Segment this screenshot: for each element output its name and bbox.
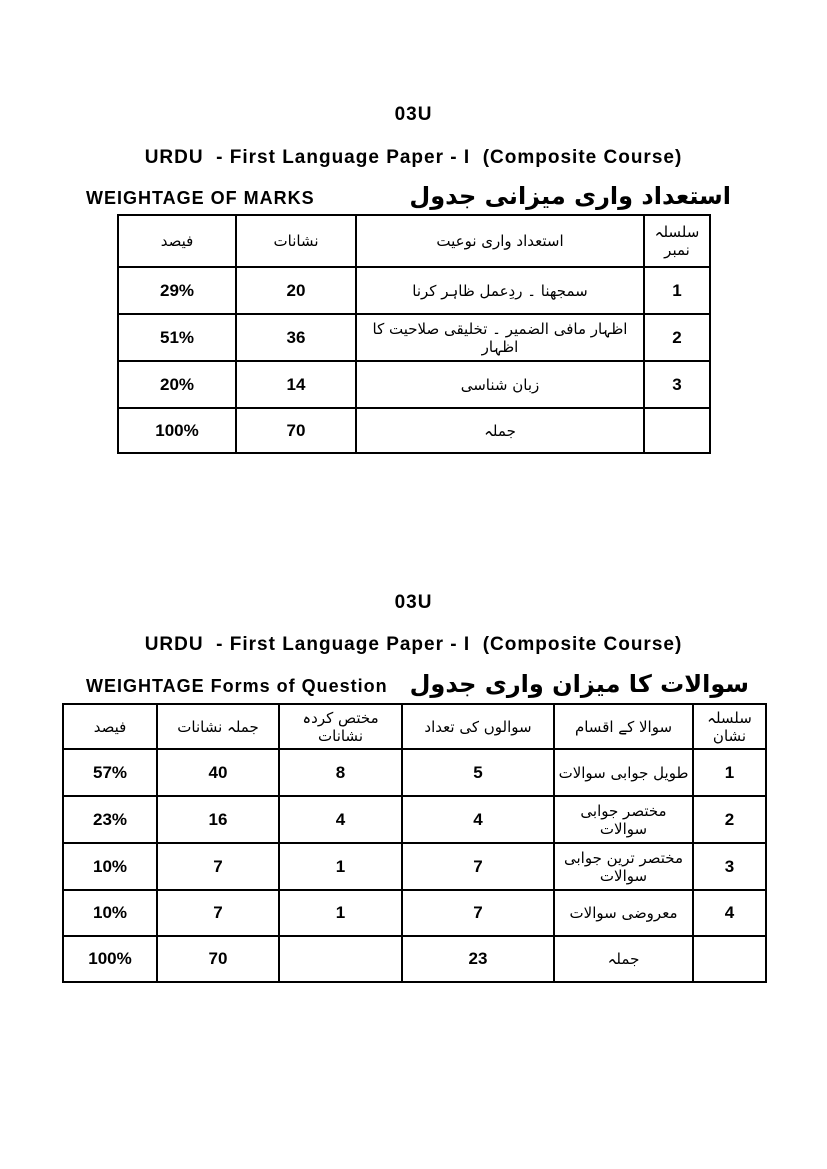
section2-heading-en: WEIGHTAGE Forms of Question bbox=[86, 676, 388, 696]
header-ability-type: استعداد واری نوعیت bbox=[356, 215, 644, 267]
cell-serial: 3 bbox=[693, 843, 766, 890]
cell-serial: 1 bbox=[644, 267, 710, 314]
cell-percent: 23% bbox=[63, 796, 157, 843]
cell-allocated-marks: 1 bbox=[279, 890, 402, 936]
cell-serial: 4 bbox=[693, 890, 766, 936]
cell-total-marks: 70 bbox=[157, 936, 279, 982]
table-row bbox=[63, 843, 766, 890]
cell-question-count: 23 bbox=[402, 936, 554, 982]
cell-total-marks: 7 bbox=[157, 843, 279, 890]
cell-type: اظہار مافی الضمیر ۔ تخلیقی صلاحیت کا اظہار bbox=[356, 314, 644, 361]
cell-question-kind: معروضی سوالات bbox=[554, 890, 693, 936]
header-total-marks: جملہ نشانات bbox=[157, 704, 279, 749]
cell-percent: 57% bbox=[63, 749, 157, 796]
cell-serial bbox=[644, 408, 710, 453]
cell-percent: 10% bbox=[63, 843, 157, 890]
cell-allocated-marks: 4 bbox=[279, 796, 402, 843]
cell-question-kind: مختصر جوابی سوالات bbox=[554, 796, 693, 843]
header-marks: نشانات bbox=[236, 215, 356, 267]
marks-weightage-table bbox=[117, 214, 711, 454]
header-percent: فیصد bbox=[118, 215, 236, 267]
question-forms-table bbox=[62, 703, 767, 983]
cell-serial: 3 bbox=[644, 361, 710, 408]
table-row bbox=[118, 314, 710, 361]
cell-question-count: 7 bbox=[402, 843, 554, 890]
cell-percent: 100% bbox=[118, 408, 236, 453]
table-header-row bbox=[118, 215, 710, 267]
cell-marks: 20 bbox=[236, 267, 356, 314]
cell-total-marks: 7 bbox=[157, 890, 279, 936]
cell-marks: 70 bbox=[236, 408, 356, 453]
header-allocated-marks: مختص کردہ نشانات bbox=[279, 704, 402, 749]
table-row bbox=[118, 361, 710, 408]
section2-code: 03U bbox=[394, 592, 433, 613]
cell-type: زبان شناسی bbox=[356, 361, 644, 408]
header-serial: سلسلہ نمبر bbox=[644, 215, 710, 267]
cell-marks: 14 bbox=[236, 361, 356, 408]
cell-question-kind: مختصر ترین جوابی سوالات bbox=[554, 843, 693, 890]
cell-question-kind: جملہ bbox=[554, 936, 693, 982]
cell-allocated-marks: 8 bbox=[279, 749, 402, 796]
cell-question-count: 5 bbox=[402, 749, 554, 796]
cell-type: جملہ bbox=[356, 408, 644, 453]
section1-heading-en: WEIGHTAGE OF MARKS bbox=[86, 188, 315, 208]
table-row bbox=[63, 749, 766, 796]
table-row bbox=[63, 796, 766, 843]
cell-serial: 2 bbox=[644, 314, 710, 361]
section1-title: URDU - First Language Paper - I (Composite Course) bbox=[144, 147, 683, 168]
header-question-kinds: سوالا کے اقسام bbox=[554, 704, 693, 749]
cell-allocated-marks bbox=[279, 936, 402, 982]
cell-percent: 51% bbox=[118, 314, 236, 361]
table-total-row bbox=[63, 936, 766, 982]
header-serial: سلسلہ نشان bbox=[693, 704, 766, 749]
table-row bbox=[118, 267, 710, 314]
header-question-count: سوالوں کی تعداد bbox=[402, 704, 554, 749]
cell-percent: 29% bbox=[118, 267, 236, 314]
cell-marks: 36 bbox=[236, 314, 356, 361]
table-row bbox=[63, 890, 766, 936]
cell-question-count: 4 bbox=[402, 796, 554, 843]
table-header-row bbox=[63, 704, 766, 749]
header-percent: فیصد bbox=[63, 704, 157, 749]
cell-percent: 20% bbox=[118, 361, 236, 408]
cell-percent: 10% bbox=[63, 890, 157, 936]
cell-type: سمجھنا ۔ ردِعمل ظاہر کرنا bbox=[356, 267, 644, 314]
section1-code: 03U bbox=[394, 104, 433, 125]
cell-question-kind: طویل جوابی سوالات bbox=[554, 749, 693, 796]
cell-serial: 1 bbox=[693, 749, 766, 796]
cell-percent: 100% bbox=[63, 936, 157, 982]
cell-serial: 2 bbox=[693, 796, 766, 843]
cell-question-count: 7 bbox=[402, 890, 554, 936]
cell-allocated-marks: 1 bbox=[279, 843, 402, 890]
section2-title: URDU - First Language Paper - I (Composite Course) bbox=[144, 634, 683, 655]
section1-heading-ur: استعداد واری میزانی جدول bbox=[409, 182, 731, 210]
table-total-row bbox=[118, 408, 710, 453]
section2-heading-ur: سوالات کا میزان واری جدول bbox=[409, 670, 749, 698]
cell-serial bbox=[693, 936, 766, 982]
cell-total-marks: 40 bbox=[157, 749, 279, 796]
cell-total-marks: 16 bbox=[157, 796, 279, 843]
